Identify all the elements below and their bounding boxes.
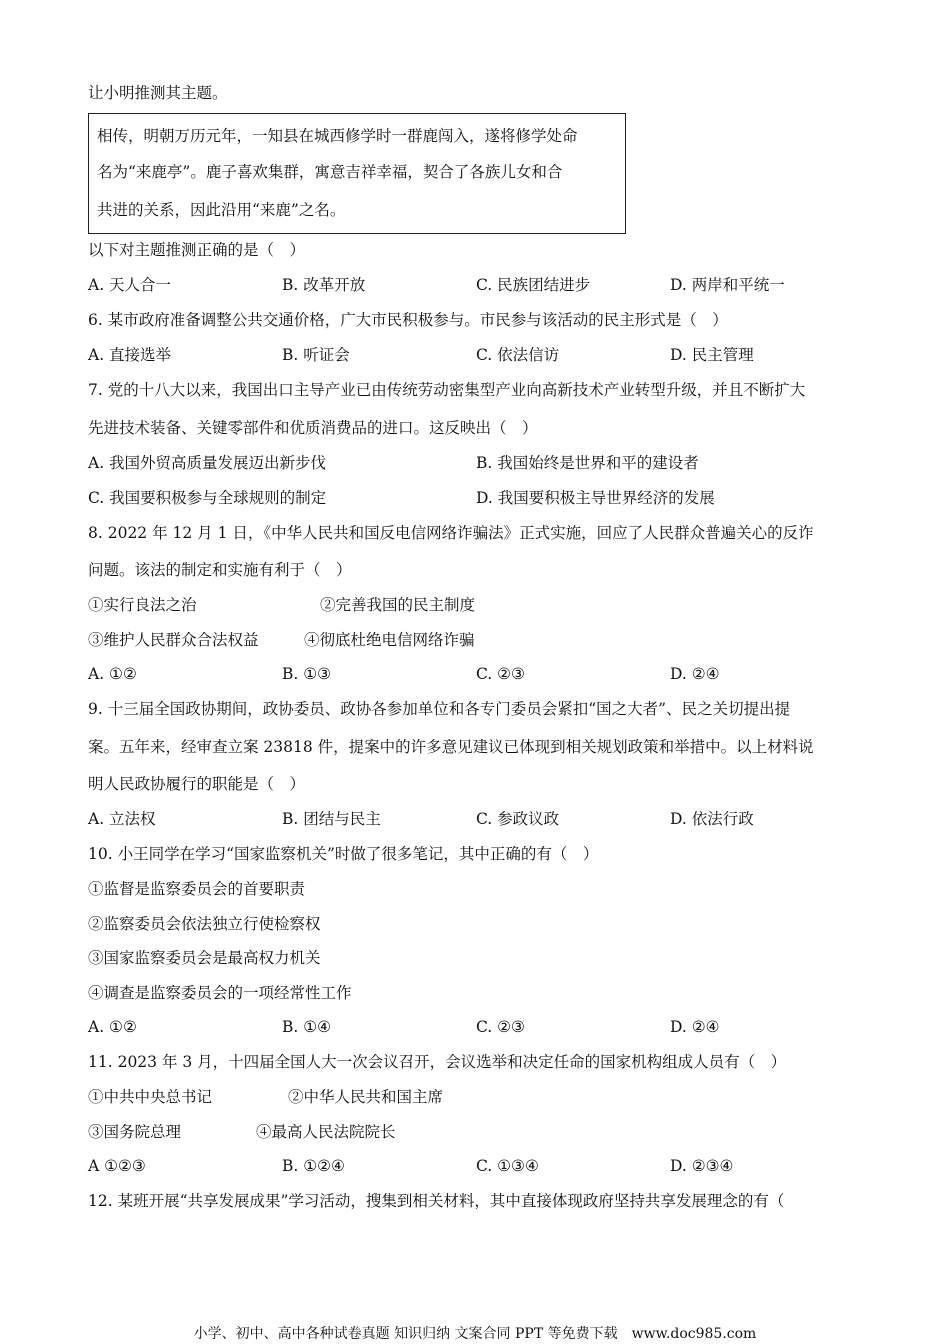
- q11-option-c: C. ①③④: [476, 1157, 539, 1175]
- q11-option-a: A ①②③: [88, 1157, 146, 1175]
- q9-option-d: D. 依法行政: [670, 810, 754, 828]
- q11-item-3: ③国务院总理: [88, 1123, 182, 1141]
- q10-option-a: A. ①②: [88, 1018, 137, 1036]
- q5-option-a: A. 天人合一: [88, 276, 172, 294]
- q9-stem-line: 案。五年来，经审查立案 23818 件，提案中的许多意见建议已体现到相关规划政策和举措中。以上材料说: [88, 738, 814, 756]
- q8-item-1: ①实行良法之治: [88, 596, 197, 614]
- q10-item-1: ①监督是监察委员会的首要职责: [88, 880, 306, 898]
- passage-line: 相传，明朝万历元年，一知县在城西修学时一群鹿闯入，遂将修学处命: [97, 127, 578, 145]
- q6-option-b: B. 听证会: [282, 346, 350, 364]
- q6-option-d: D. 民主管理: [670, 346, 754, 364]
- q6-option-a: A. 直接选举: [88, 346, 172, 364]
- q7-option-d: D. 我国要积极主导世界经济的发展: [476, 489, 715, 507]
- q5-option-c: C. 民族团结进步: [476, 276, 591, 294]
- q11-stem: 11. 2023 年 3 月，十四届全国人大一次会议召开，会议选举和决定任命的国家机构组成人员有（ ）: [88, 1053, 787, 1071]
- q11-option-b: B. ①②④: [282, 1157, 345, 1175]
- q8-stem-line: 问题。该法的制定和实施有利于（ ）: [88, 561, 352, 579]
- q12-stem: 12. 某班开展“共享发展成果”学习活动，搜集到相关材料，其中直接体现政府坚持共享发展理念的有（: [88, 1192, 785, 1210]
- lead-text: 让小明推测其主题。: [88, 84, 228, 102]
- q9-option-a: A. 立法权: [88, 810, 156, 828]
- q7-option-a: A. 我国外贸高质量发展迈出新步伐: [88, 454, 327, 472]
- q8-option-a: A. ①②: [88, 665, 137, 683]
- q10-item-2: ②监察委员会依法独立行使检察权: [88, 915, 321, 933]
- q9-stem-line: 明人民政协履行的职能是（ ）: [88, 775, 306, 793]
- q8-item-2: ②完善我国的民主制度: [320, 596, 476, 614]
- q7-stem-line: 先进技术装备、关键零部件和优质消费品的进口。这反映出（ ）: [88, 419, 538, 437]
- q11-item-2: ②中华人民共和国主席: [288, 1088, 444, 1106]
- q8-option-d: D. ②④: [670, 665, 720, 683]
- q7-option-b: B. 我国始终是世界和平的建设者: [476, 454, 699, 472]
- q8-option-c: C. ②③: [476, 665, 525, 683]
- passage-line: 共进的关系，因此沿用“来鹿”之名。: [97, 201, 346, 219]
- q9-option-b: B. 团结与民主: [282, 810, 381, 828]
- q8-item-4: ④彻底杜绝电信网络诈骗: [304, 631, 475, 649]
- q5-stem: 以下对主题推测正确的是（ ）: [88, 241, 306, 259]
- page-footer: 小学、初中、高中各种试卷真题 知识归纳 文案合同 PPT 等免费下载 www.doc985.com: [193, 1326, 757, 1342]
- q8-item-3: ③维护人民群众合法权益: [88, 631, 259, 649]
- q10-stem: 10. 小王同学在学习“国家监察机关”时做了很多笔记，其中正确的有（ ）: [88, 845, 599, 863]
- passage-line: 名为“来鹿亭”。鹿子喜欢集群，寓意吉祥幸福，契合了各族儿女和合: [97, 163, 563, 181]
- q10-option-b: B. ①④: [282, 1018, 332, 1036]
- q6-stem: 6. 某市政府准备调整公共交通价格，广大市民积极参与。市民参与该活动的民主形式是（ ）: [88, 311, 728, 329]
- q8-option-b: B. ①③: [282, 665, 332, 683]
- q10-item-3: ③国家监察委员会是最高权力机关: [88, 949, 321, 967]
- q5-option-d: D. 两岸和平统一: [670, 276, 785, 294]
- q11-item-1: ①中共中央总书记: [88, 1088, 213, 1106]
- q9-stem-line: 9. 十三届全国政协期间，政协委员、政协各参加单位和各专门委员会紧扣“国之大者”、民之关切提出提: [88, 700, 791, 718]
- passage-box: [88, 113, 626, 234]
- q8-stem-line: 8. 2022 年 12 月 1 日，《中华人民共和国反电信网络诈骗法》正式实施，回应了人民群众普遍关心的反诈: [88, 524, 814, 542]
- q10-option-d: D. ②④: [670, 1018, 720, 1036]
- q10-item-4: ④调查是监察委员会的一项经常性工作: [88, 984, 352, 1002]
- q10-option-c: C. ②③: [476, 1018, 525, 1036]
- q11-option-d: D. ②③④: [670, 1157, 734, 1175]
- q5-option-b: B. 改革开放: [282, 276, 366, 294]
- q11-item-4: ④最高人民法院院长: [256, 1123, 396, 1141]
- q7-stem-line: 7. 党的十八大以来，我国出口主导产业已由传统劳动密集型产业向高新技术产业转型升级，并且不断扩大: [88, 381, 806, 399]
- q6-option-c: C. 依法信访: [476, 346, 560, 364]
- q9-option-c: C. 参政议政: [476, 810, 560, 828]
- q7-option-c: C. 我国要积极参与全球规则的制定: [88, 489, 327, 507]
